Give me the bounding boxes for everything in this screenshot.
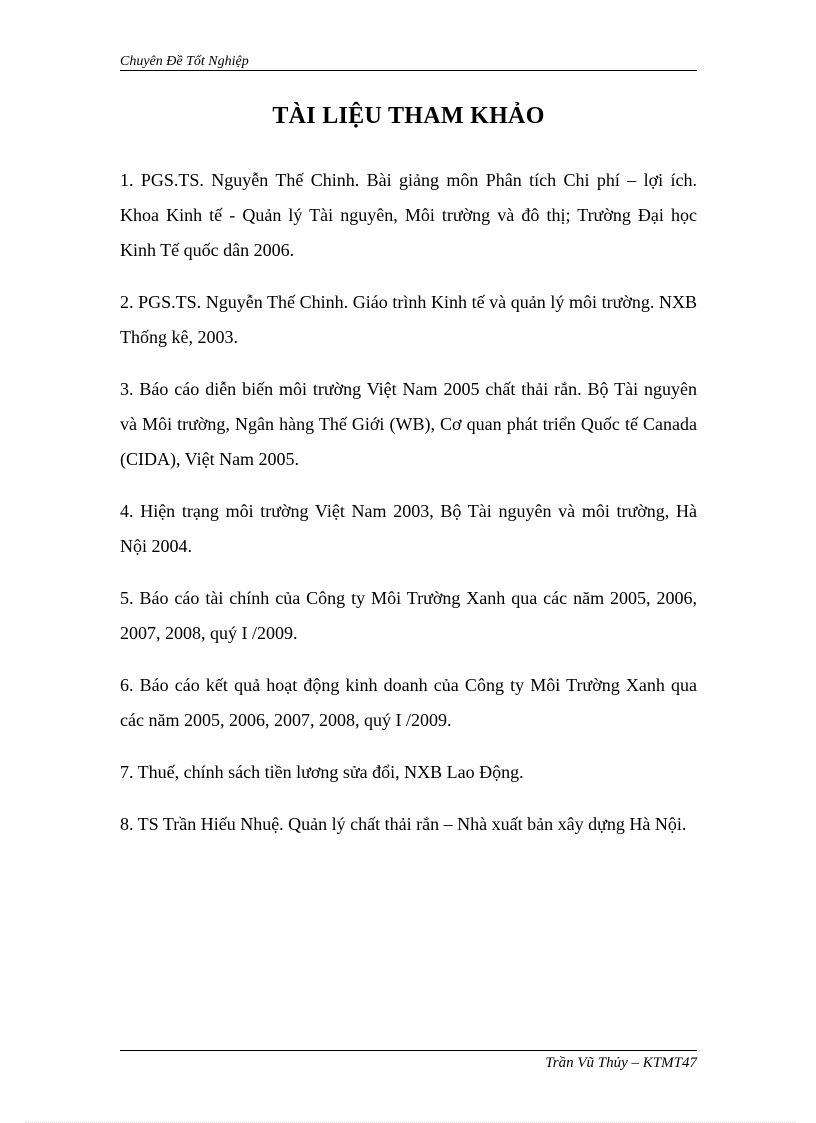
page-footer [120,1050,697,1071]
reference-item-3: 3. Báo cáo diễn biến môi trường Việt Nam 2005 chất thải rắn. Bộ Tài nguyên và Môi trường, Ngân hàng Thế Giới (WB), Cơ quan phát triển Quốc tế Canada (CIDA), Việt Nam 2005. [120,379,697,469]
footer-text: Trần Vũ Thủy – KTMT47 [545,1055,697,1071]
header-text: Chuyên Đề Tốt Nghiệp [120,54,249,69]
reference-item-4: 4. Hiện trạng môi trường Việt Nam 2003, Bộ Tài nguyên và môi trường, Hà Nội 2004. [120,501,697,556]
reference-item-5: 5. Báo cáo tài chính của Công ty Môi Trường Xanh qua các năm 2005, 2006, 2007, 2008, quý I /2009. [120,588,697,643]
page-title: TÀI LIỆU THAM KHẢO [272,103,545,129]
reference-item-8: 8. TS Trần Hiếu Nhuệ. Quản lý chất thải rắn – Nhà xuất bản xây dựng Hà Nội. [120,814,687,834]
page-header [120,52,697,71]
reference-item-6: 6. Báo cáo kết quả hoạt động kinh doanh của Công ty Môi Trường Xanh qua các năm 2005, 2006, 2007, 2008, quý I /2009. [120,675,697,730]
reference-item-7: 7. Thuế, chính sách tiền lương sửa đổi, NXB Lao Động. [120,762,524,782]
reference-item-1: 1. PGS.TS. Nguyễn Thế Chinh. Bài giảng môn Phân tích Chi phí – lợi ích. Khoa Kinh tế - Quản lý Tài nguyên, Môi trường và đô thị; Trường Đại học Kinh Tế quốc dân 2006. [120,170,697,260]
reference-item-2: 2. PGS.TS. Nguyễn Thế Chinh. Giáo trình Kinh tế và quản lý môi trường. NXB Thống kê, 2003. [120,292,697,347]
reference-list [120,163,697,859]
